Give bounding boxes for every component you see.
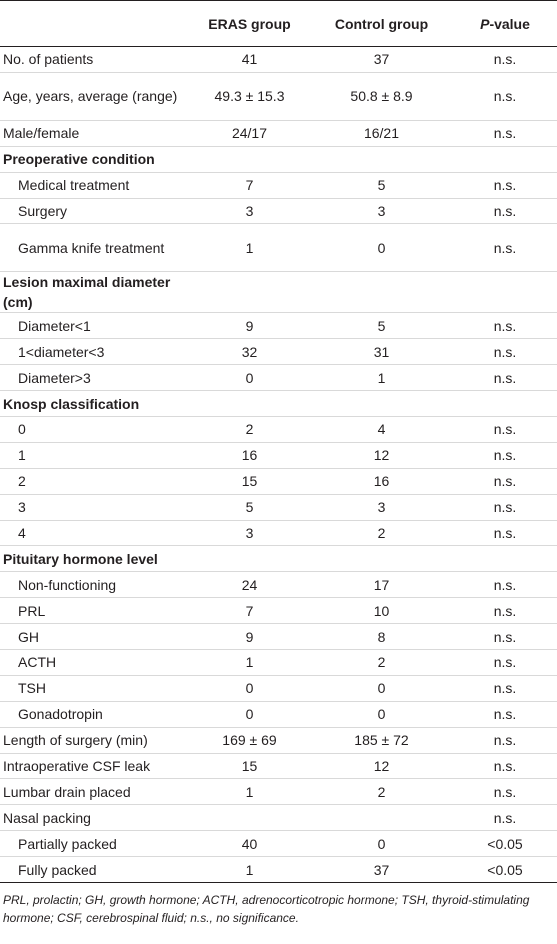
eras-value: 0 <box>189 365 310 391</box>
eras-value <box>189 546 310 572</box>
header-row <box>0 1 557 47</box>
p-value: n.s. <box>453 675 557 701</box>
table-row <box>0 857 557 883</box>
p-value: n.s. <box>453 198 557 224</box>
p-value: n.s. <box>453 494 557 520</box>
p-value: n.s. <box>453 805 557 831</box>
control-value: 2 <box>310 650 453 676</box>
table-row <box>0 339 557 365</box>
header-p-italic: P <box>480 15 490 32</box>
control-value: 5 <box>310 313 453 339</box>
eras-value: 9 <box>189 313 310 339</box>
control-value <box>310 805 453 831</box>
eras-value: 9 <box>189 624 310 650</box>
p-value: n.s. <box>453 72 557 120</box>
p-value: n.s. <box>453 120 557 146</box>
table-row <box>0 520 557 546</box>
section-row <box>0 146 557 172</box>
table-row <box>0 779 557 805</box>
p-value: n.s. <box>453 417 557 443</box>
eras-value: 3 <box>189 520 310 546</box>
table-header <box>0 1 557 47</box>
eras-value: 2 <box>189 417 310 443</box>
control-value <box>310 146 453 172</box>
row-label: Surgery <box>0 198 189 224</box>
control-value: 12 <box>310 442 453 468</box>
row-label: PRL <box>0 598 189 624</box>
control-value: 2 <box>310 779 453 805</box>
table-row <box>0 727 557 753</box>
row-label: 1<diameter<3 <box>0 339 189 365</box>
row-label: Partially packed <box>0 831 189 857</box>
p-value: n.s. <box>453 313 557 339</box>
eras-value <box>189 146 310 172</box>
p-value: n.s. <box>453 650 557 676</box>
eras-value <box>189 391 310 417</box>
p-value: n.s. <box>453 624 557 650</box>
control-value: 2 <box>310 520 453 546</box>
row-label: Lumbar drain placed <box>0 779 189 805</box>
table-row <box>0 417 557 443</box>
row-label: GH <box>0 624 189 650</box>
table-row <box>0 442 557 468</box>
header-eras-group: ERAS group <box>189 1 310 47</box>
control-value: 0 <box>310 831 453 857</box>
control-value: 37 <box>310 857 453 883</box>
row-label: 4 <box>0 520 189 546</box>
row-label: 2 <box>0 468 189 494</box>
control-value: 37 <box>310 47 453 73</box>
table-row <box>0 120 557 146</box>
p-value: n.s. <box>453 572 557 598</box>
header-blank <box>0 1 189 47</box>
row-label: Nasal packing <box>0 805 189 831</box>
eras-value: 5 <box>189 494 310 520</box>
control-value <box>310 272 453 313</box>
control-value: 3 <box>310 494 453 520</box>
row-label: No. of patients <box>0 47 189 73</box>
table-row <box>0 72 557 120</box>
table-row <box>0 47 557 73</box>
p-value: <0.05 <box>453 857 557 883</box>
control-value: 8 <box>310 624 453 650</box>
eras-value: 32 <box>189 339 310 365</box>
control-value: 17 <box>310 572 453 598</box>
p-value: n.s. <box>453 339 557 365</box>
eras-value <box>189 272 310 313</box>
eras-value: 3 <box>189 198 310 224</box>
control-value <box>310 546 453 572</box>
eras-value <box>189 805 310 831</box>
table-row <box>0 650 557 676</box>
row-label: Male/female <box>0 120 189 146</box>
row-label: Fully packed <box>0 857 189 883</box>
eras-value: 40 <box>189 831 310 857</box>
eras-value: 1 <box>189 224 310 272</box>
table-row <box>0 198 557 224</box>
table-row <box>0 701 557 727</box>
p-value <box>453 146 557 172</box>
control-value: 12 <box>310 753 453 779</box>
control-value: 0 <box>310 224 453 272</box>
eras-value: 41 <box>189 47 310 73</box>
p-value: n.s. <box>453 520 557 546</box>
control-value: 16/21 <box>310 120 453 146</box>
eras-value: 24 <box>189 572 310 598</box>
eras-value: 24/17 <box>189 120 310 146</box>
table-row <box>0 831 557 857</box>
row-label: 3 <box>0 494 189 520</box>
control-value: 0 <box>310 675 453 701</box>
eras-value: 16 <box>189 442 310 468</box>
control-value: 185 ± 72 <box>310 727 453 753</box>
table-row <box>0 494 557 520</box>
control-value: 1 <box>310 365 453 391</box>
p-value: n.s. <box>453 753 557 779</box>
p-value: n.s. <box>453 598 557 624</box>
header-p-suffix: -value <box>489 15 530 32</box>
table-row <box>0 624 557 650</box>
row-label: Length of surgery (min) <box>0 727 189 753</box>
p-value: n.s. <box>453 727 557 753</box>
row-label: Diameter<1 <box>0 313 189 339</box>
p-value: n.s. <box>453 224 557 272</box>
table-row <box>0 753 557 779</box>
row-label: 0 <box>0 417 189 443</box>
row-label: Medical treatment <box>0 172 189 198</box>
row-label: TSH <box>0 675 189 701</box>
table-row <box>0 313 557 339</box>
p-value: <0.05 <box>453 831 557 857</box>
row-label: Non-functioning <box>0 572 189 598</box>
eras-value: 0 <box>189 701 310 727</box>
p-value: n.s. <box>453 47 557 73</box>
p-value: n.s. <box>453 442 557 468</box>
row-label: Gonadotropin <box>0 701 189 727</box>
eras-value: 7 <box>189 172 310 198</box>
row-label: 1 <box>0 442 189 468</box>
p-value: n.s. <box>453 701 557 727</box>
control-value: 16 <box>310 468 453 494</box>
section-label: Lesion maximal diameter (cm) <box>0 272 189 313</box>
section-row <box>0 272 557 313</box>
p-value: n.s. <box>453 468 557 494</box>
eras-value: 15 <box>189 753 310 779</box>
table-row <box>0 365 557 391</box>
control-value: 4 <box>310 417 453 443</box>
p-value: n.s. <box>453 172 557 198</box>
eras-value: 49.3 ± 15.3 <box>189 72 310 120</box>
row-label: Intraoperative CSF leak <box>0 753 189 779</box>
section-row <box>0 391 557 417</box>
row-label: Diameter>3 <box>0 365 189 391</box>
table-row <box>0 468 557 494</box>
control-value: 50.8 ± 8.9 <box>310 72 453 120</box>
row-label: Gamma knife treatment <box>0 224 189 272</box>
eras-value: 15 <box>189 468 310 494</box>
control-value: 31 <box>310 339 453 365</box>
table-body <box>0 47 557 883</box>
p-value: n.s. <box>453 779 557 805</box>
eras-value: 1 <box>189 650 310 676</box>
control-value: 5 <box>310 172 453 198</box>
section-label: Knosp classification <box>0 391 189 417</box>
header-control-group: Control group <box>310 1 453 47</box>
row-label: ACTH <box>0 650 189 676</box>
table-row <box>0 598 557 624</box>
table-row <box>0 572 557 598</box>
table-row <box>0 172 557 198</box>
control-value <box>310 391 453 417</box>
p-value <box>453 546 557 572</box>
section-label: Preoperative condition <box>0 146 189 172</box>
header-p-value <box>453 1 557 47</box>
table-footnote: PRL, prolactin; GH, growth hormone; ACTH, adrenocorticotropic hormone; TSH, thyroid-stimulating hormone; CSF, cerebrospinal fluid; n.s., no significance. <box>3 893 530 926</box>
table-row <box>0 805 557 831</box>
table-row <box>0 675 557 701</box>
eras-value: 169 ± 69 <box>189 727 310 753</box>
table-row <box>0 224 557 272</box>
p-value: n.s. <box>453 365 557 391</box>
control-value: 3 <box>310 198 453 224</box>
eras-value: 1 <box>189 857 310 883</box>
section-label: Pituitary hormone level <box>0 546 189 572</box>
control-value: 10 <box>310 598 453 624</box>
p-value <box>453 272 557 313</box>
p-value <box>453 391 557 417</box>
eras-value: 7 <box>189 598 310 624</box>
control-value: 0 <box>310 701 453 727</box>
section-row <box>0 546 557 572</box>
eras-value: 0 <box>189 675 310 701</box>
row-label: Age, years, average (range) <box>0 72 189 120</box>
eras-value: 1 <box>189 779 310 805</box>
